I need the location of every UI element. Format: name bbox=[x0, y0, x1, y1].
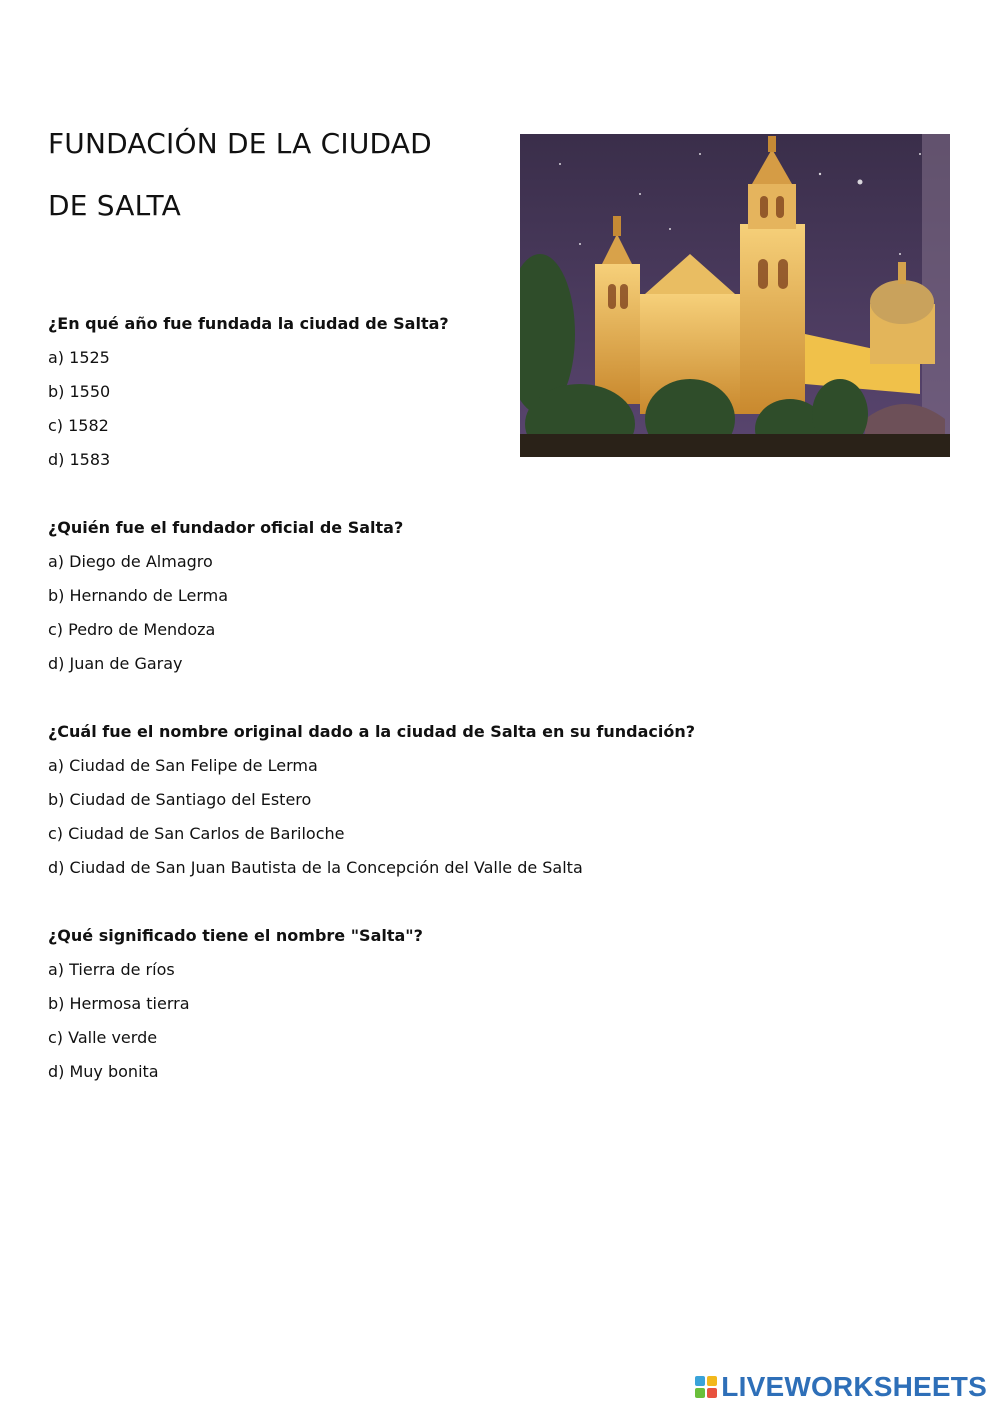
option-c: c) Valle verde bbox=[48, 1028, 158, 1047]
question-text: ¿Cuál fue el nombre original dado a la ciudad de Salta en su fundación? bbox=[48, 722, 696, 741]
logo-tile-1 bbox=[695, 1376, 705, 1386]
logo-tile-3 bbox=[695, 1388, 705, 1398]
option-d: d) Ciudad de San Juan Bautista de la Concepción del Valle de Salta bbox=[48, 858, 583, 877]
option-c: c) Pedro de Mendoza bbox=[48, 620, 216, 639]
question-text: ¿Qué significado tiene el nombre "Salta"? bbox=[48, 926, 423, 945]
liveworksheets-brand[interactable] bbox=[695, 1370, 987, 1404]
option-a: a) 1525 bbox=[48, 348, 110, 367]
option-b: b) Hermosa tierra bbox=[48, 994, 190, 1013]
question-text: ¿Quién fue el fundador oficial de Salta? bbox=[48, 518, 404, 537]
option-b: b) Ciudad de Santiago del Estero bbox=[48, 790, 312, 809]
option-a: a) Tierra de ríos bbox=[48, 960, 175, 979]
option-c: c) Ciudad de San Carlos de Bariloche bbox=[48, 824, 345, 843]
logo-tile-2 bbox=[707, 1376, 717, 1386]
liveworksheets-logo-icon bbox=[695, 1376, 717, 1398]
option-d: d) 1583 bbox=[48, 450, 111, 469]
option-d: d) Juan de Garay bbox=[48, 654, 183, 673]
logo-tile-4 bbox=[707, 1388, 717, 1398]
question-1 bbox=[48, 307, 748, 477]
option-a: a) Ciudad de San Felipe de Lerma bbox=[48, 756, 318, 775]
option-b: b) Hernando de Lerma bbox=[48, 586, 229, 605]
option-a: a) Diego de Almagro bbox=[48, 552, 213, 571]
option-b: b) 1550 bbox=[48, 382, 111, 401]
question-text: ¿En qué año fue fundada la ciudad de Salta? bbox=[48, 314, 449, 333]
question-2 bbox=[48, 511, 748, 681]
page-title-line-2: DE SALTA bbox=[48, 189, 182, 222]
page-title-line-1: FUNDACIÓN DE LA CIUDAD bbox=[48, 127, 432, 160]
brand-wordmark: LIVEWORKSHEETS bbox=[721, 1371, 987, 1402]
option-c: c) 1582 bbox=[48, 416, 109, 435]
question-3 bbox=[48, 715, 748, 885]
option-d: d) Muy bonita bbox=[48, 1062, 159, 1081]
question-4 bbox=[48, 919, 748, 1089]
